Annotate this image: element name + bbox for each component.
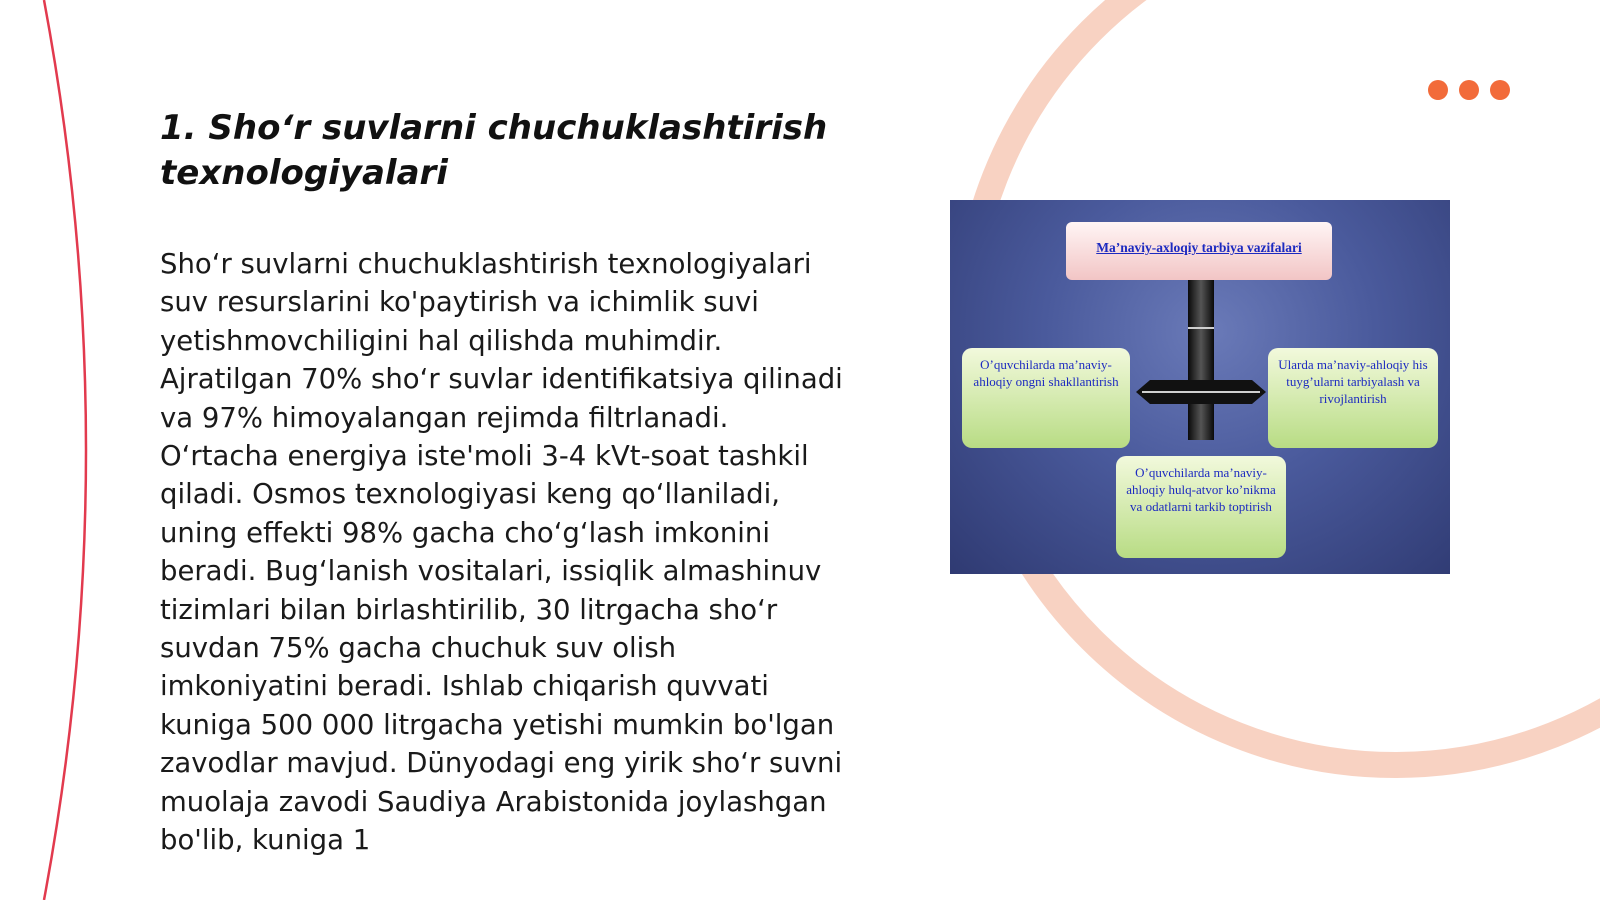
- slide-title: 1. Sho‘r suvlarni chuchuklashtirish texnologiyalari: [160, 108, 828, 193]
- diagram-image: [950, 200, 1450, 574]
- diagram-box-right: Ularda ma’naviy-ahloqiy his tuyg’ularni tarbiyalash va rivojlantirish: [1268, 348, 1438, 448]
- decorative-dots: [1428, 80, 1510, 100]
- diagram-box-left: O’quvchilarda ma’naviy-ahloqiy ongni shakllantirish: [962, 348, 1130, 448]
- dot-icon: [1459, 80, 1479, 100]
- dot-icon: [1490, 80, 1510, 100]
- slide-body-text: Sho‘r suvlarni chuchuklashtirish texnologiyalari suv resurslarini ko'paytirish va ichimlik suvi yetishmovchiligini hal qilishda muhimdir. Ajratilgan 70% sho‘r suvlar identifikatsiya qilinadi va 97% himoyalangan rejimda filtrlanadi. O‘rtacha energiya iste'moli 3-4 kVt-soat tashkil qiladi. Osmos texnologiyasi keng qo‘llaniladi, uning effekti 98% gacha cho‘g‘lash imkonini beradi. Bug‘lanish vositalari, issiqlik almashinuv tizimlari bilan birlashtirilib, 30 litrgacha sho‘r suvdan 75% gacha chuchuk suv olish imkoniyatini beradi. Ishlab chiqarish quvvati kuniga 500 000 litrgacha yetishi mumkin bo'lgan zavodlar mavjud. Dünyodagi eng yirik sho‘r suvni muolaja zavodi Saudiya Arabistonida joylashgan bo'lib, kuniga 1: [160, 248, 843, 857]
- diagram-box-title: Ma’naviy-axloqiy tarbiya vazifalari: [1066, 222, 1332, 280]
- diagram-box-bottom: O’quvchilarda ma’naviy-ahloqiy hulq-atvor ko’nikma va odatlarni tarkib toptirish: [1116, 456, 1286, 558]
- dot-icon: [1428, 80, 1448, 100]
